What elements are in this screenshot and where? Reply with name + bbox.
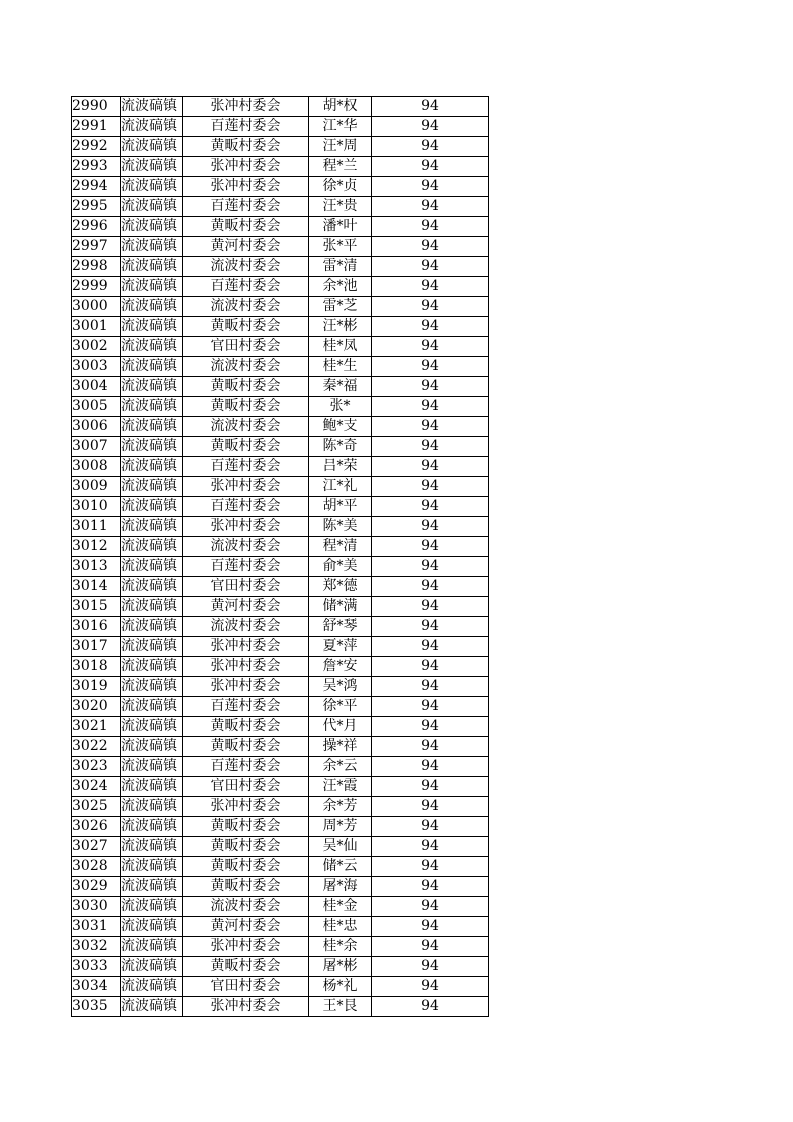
table-row	[72, 297, 489, 317]
table-row	[72, 177, 489, 197]
name-cell: 储*云	[309, 857, 372, 877]
score-cell: 94	[372, 157, 489, 177]
row-number-cell: 2994	[72, 177, 121, 197]
village-cell: 张冲村委会	[183, 677, 309, 697]
town-cell: 流波碻镇	[121, 157, 183, 177]
table-row	[72, 317, 489, 337]
score-cell: 94	[372, 437, 489, 457]
village-cell: 黄畈村委会	[183, 217, 309, 237]
score-cell: 94	[372, 557, 489, 577]
village-cell: 黄畈村委会	[183, 397, 309, 417]
name-cell: 汪*彬	[309, 317, 372, 337]
town-cell: 流波碻镇	[121, 897, 183, 917]
score-cell: 94	[372, 857, 489, 877]
town-cell: 流波碻镇	[121, 737, 183, 757]
row-number-cell: 3002	[72, 337, 121, 357]
score-cell: 94	[372, 777, 489, 797]
score-cell: 94	[372, 977, 489, 997]
score-cell: 94	[372, 237, 489, 257]
name-cell: 桂*忠	[309, 917, 372, 937]
score-cell: 94	[372, 917, 489, 937]
score-cell: 94	[372, 337, 489, 357]
row-number-cell: 3008	[72, 457, 121, 477]
table-row	[72, 417, 489, 437]
table-row	[72, 977, 489, 997]
score-cell: 94	[372, 497, 489, 517]
village-cell: 张冲村委会	[183, 637, 309, 657]
village-cell: 张冲村委会	[183, 177, 309, 197]
town-cell: 流波碻镇	[121, 757, 183, 777]
score-cell: 94	[372, 417, 489, 437]
table-row	[72, 997, 489, 1017]
village-cell: 黄畈村委会	[183, 857, 309, 877]
village-cell: 黄畈村委会	[183, 377, 309, 397]
row-number-cell: 3032	[72, 937, 121, 957]
name-cell: 桂*生	[309, 357, 372, 377]
name-cell: 操*祥	[309, 737, 372, 757]
score-cell: 94	[372, 477, 489, 497]
name-cell: 屠*海	[309, 877, 372, 897]
score-cell: 94	[372, 677, 489, 697]
name-cell: 秦*福	[309, 377, 372, 397]
village-cell: 黄畈村委会	[183, 737, 309, 757]
row-number-cell: 2996	[72, 217, 121, 237]
score-cell: 94	[372, 737, 489, 757]
town-cell: 流波碻镇	[121, 477, 183, 497]
name-cell: 徐*平	[309, 697, 372, 717]
town-cell: 流波碻镇	[121, 577, 183, 597]
name-cell: 潘*叶	[309, 217, 372, 237]
table-row	[72, 857, 489, 877]
name-cell: 余*池	[309, 277, 372, 297]
name-cell: 陈*美	[309, 517, 372, 537]
row-number-cell: 2992	[72, 137, 121, 157]
name-cell: 储*满	[309, 597, 372, 617]
table-row	[72, 457, 489, 477]
data-table	[71, 96, 489, 1017]
town-cell: 流波碻镇	[121, 557, 183, 577]
score-cell: 94	[372, 297, 489, 317]
score-cell: 94	[372, 957, 489, 977]
table-row	[72, 377, 489, 397]
town-cell: 流波碻镇	[121, 657, 183, 677]
table-row	[72, 937, 489, 957]
town-cell: 流波碻镇	[121, 677, 183, 697]
village-cell: 百莲村委会	[183, 197, 309, 217]
town-cell: 流波碻镇	[121, 437, 183, 457]
score-cell: 94	[372, 357, 489, 377]
village-cell: 张冲村委会	[183, 997, 309, 1017]
row-number-cell: 3021	[72, 717, 121, 737]
row-number-cell: 2991	[72, 117, 121, 137]
row-number-cell: 2993	[72, 157, 121, 177]
row-number-cell: 3001	[72, 317, 121, 337]
village-cell: 百莲村委会	[183, 697, 309, 717]
row-number-cell: 2998	[72, 257, 121, 277]
town-cell: 流波碻镇	[121, 877, 183, 897]
village-cell: 流波村委会	[183, 257, 309, 277]
score-cell: 94	[372, 277, 489, 297]
row-number-cell: 3009	[72, 477, 121, 497]
table-row	[72, 197, 489, 217]
score-cell: 94	[372, 877, 489, 897]
village-cell: 黄畈村委会	[183, 837, 309, 857]
score-cell: 94	[372, 617, 489, 637]
name-cell: 江*华	[309, 117, 372, 137]
row-number-cell: 3033	[72, 957, 121, 977]
name-cell: 余*芳	[309, 797, 372, 817]
row-number-cell: 3004	[72, 377, 121, 397]
village-cell: 黄畈村委会	[183, 317, 309, 337]
town-cell: 流波碻镇	[121, 117, 183, 137]
row-number-cell: 3028	[72, 857, 121, 877]
table-row	[72, 777, 489, 797]
village-cell: 流波村委会	[183, 617, 309, 637]
table-row	[72, 717, 489, 737]
town-cell: 流波碻镇	[121, 457, 183, 477]
town-cell: 流波碻镇	[121, 957, 183, 977]
name-cell: 詹*安	[309, 657, 372, 677]
score-cell: 94	[372, 637, 489, 657]
village-cell: 张冲村委会	[183, 797, 309, 817]
table-row	[72, 677, 489, 697]
village-cell: 流波村委会	[183, 897, 309, 917]
name-cell: 张*平	[309, 237, 372, 257]
village-cell: 官田村委会	[183, 777, 309, 797]
table-row	[72, 337, 489, 357]
row-number-cell: 3031	[72, 917, 121, 937]
row-number-cell: 3012	[72, 537, 121, 557]
table-row	[72, 117, 489, 137]
name-cell: 夏*萍	[309, 637, 372, 657]
town-cell: 流波碻镇	[121, 497, 183, 517]
village-cell: 流波村委会	[183, 417, 309, 437]
name-cell: 周*芳	[309, 817, 372, 837]
score-cell: 94	[372, 717, 489, 737]
town-cell: 流波碻镇	[121, 637, 183, 657]
table-row	[72, 597, 489, 617]
row-number-cell: 3018	[72, 657, 121, 677]
table-row	[72, 617, 489, 637]
row-number-cell: 3000	[72, 297, 121, 317]
town-cell: 流波碻镇	[121, 197, 183, 217]
name-cell: 吕*荣	[309, 457, 372, 477]
table-row	[72, 837, 489, 857]
table-row	[72, 437, 489, 457]
village-cell: 张冲村委会	[183, 517, 309, 537]
score-cell: 94	[372, 217, 489, 237]
score-cell: 94	[372, 457, 489, 477]
score-cell: 94	[372, 317, 489, 337]
village-cell: 黄畈村委会	[183, 717, 309, 737]
score-cell: 94	[372, 117, 489, 137]
score-cell: 94	[372, 197, 489, 217]
row-number-cell: 3013	[72, 557, 121, 577]
table-row	[72, 757, 489, 777]
name-cell: 俞*美	[309, 557, 372, 577]
town-cell: 流波碻镇	[121, 797, 183, 817]
table-row	[72, 357, 489, 377]
row-number-cell: 2990	[72, 97, 121, 117]
table-row	[72, 517, 489, 537]
village-cell: 百莲村委会	[183, 277, 309, 297]
table-row	[72, 97, 489, 117]
table-row	[72, 657, 489, 677]
village-cell: 百莲村委会	[183, 557, 309, 577]
town-cell: 流波碻镇	[121, 97, 183, 117]
table-row	[72, 557, 489, 577]
table-row	[72, 957, 489, 977]
row-number-cell: 3020	[72, 697, 121, 717]
village-cell: 官田村委会	[183, 977, 309, 997]
village-cell: 百莲村委会	[183, 457, 309, 477]
table-row	[72, 217, 489, 237]
row-number-cell: 3015	[72, 597, 121, 617]
town-cell: 流波碻镇	[121, 177, 183, 197]
name-cell: 桂*金	[309, 897, 372, 917]
table-row	[72, 257, 489, 277]
score-cell: 94	[372, 517, 489, 537]
score-cell: 94	[372, 177, 489, 197]
score-cell: 94	[372, 997, 489, 1017]
village-cell: 流波村委会	[183, 297, 309, 317]
name-cell: 张*	[309, 397, 372, 417]
table-row	[72, 577, 489, 597]
name-cell: 吴*鸿	[309, 677, 372, 697]
name-cell: 徐*贞	[309, 177, 372, 197]
row-number-cell: 3024	[72, 777, 121, 797]
name-cell: 桂*凤	[309, 337, 372, 357]
name-cell: 杨*礼	[309, 977, 372, 997]
table-row	[72, 277, 489, 297]
name-cell: 余*云	[309, 757, 372, 777]
table-row	[72, 917, 489, 937]
row-number-cell: 3029	[72, 877, 121, 897]
name-cell: 桂*余	[309, 937, 372, 957]
village-cell: 流波村委会	[183, 357, 309, 377]
score-cell: 94	[372, 597, 489, 617]
name-cell: 雷*芝	[309, 297, 372, 317]
name-cell: 雷*清	[309, 257, 372, 277]
name-cell: 胡*平	[309, 497, 372, 517]
row-number-cell: 3035	[72, 997, 121, 1017]
village-cell: 张冲村委会	[183, 157, 309, 177]
village-cell: 官田村委会	[183, 577, 309, 597]
village-cell: 黄畈村委会	[183, 137, 309, 157]
table-row	[72, 817, 489, 837]
score-cell: 94	[372, 577, 489, 597]
town-cell: 流波碻镇	[121, 997, 183, 1017]
row-number-cell: 3030	[72, 897, 121, 917]
town-cell: 流波碻镇	[121, 617, 183, 637]
name-cell: 汪*周	[309, 137, 372, 157]
score-cell: 94	[372, 257, 489, 277]
village-cell: 张冲村委会	[183, 477, 309, 497]
row-number-cell: 3014	[72, 577, 121, 597]
score-cell: 94	[372, 697, 489, 717]
row-number-cell: 3034	[72, 977, 121, 997]
town-cell: 流波碻镇	[121, 717, 183, 737]
village-cell: 黄畈村委会	[183, 437, 309, 457]
score-cell: 94	[372, 837, 489, 857]
row-number-cell: 2995	[72, 197, 121, 217]
village-cell: 百莲村委会	[183, 117, 309, 137]
town-cell: 流波碻镇	[121, 337, 183, 357]
row-number-cell: 3005	[72, 397, 121, 417]
table-row	[72, 697, 489, 717]
table-row	[72, 237, 489, 257]
village-cell: 黄河村委会	[183, 597, 309, 617]
table-row	[72, 797, 489, 817]
table-body	[72, 97, 489, 1017]
name-cell: 鲍*支	[309, 417, 372, 437]
village-cell: 张冲村委会	[183, 657, 309, 677]
name-cell: 代*月	[309, 717, 372, 737]
table-row	[72, 637, 489, 657]
name-cell: 汪*贵	[309, 197, 372, 217]
row-number-cell: 2997	[72, 237, 121, 257]
row-number-cell: 2999	[72, 277, 121, 297]
row-number-cell: 3010	[72, 497, 121, 517]
name-cell: 郑*德	[309, 577, 372, 597]
row-number-cell: 3025	[72, 797, 121, 817]
table-row	[72, 397, 489, 417]
town-cell: 流波碻镇	[121, 537, 183, 557]
town-cell: 流波碻镇	[121, 317, 183, 337]
row-number-cell: 3017	[72, 637, 121, 657]
town-cell: 流波碻镇	[121, 137, 183, 157]
town-cell: 流波碻镇	[121, 817, 183, 837]
row-number-cell: 3016	[72, 617, 121, 637]
score-cell: 94	[372, 97, 489, 117]
table-row	[72, 137, 489, 157]
village-cell: 黄河村委会	[183, 917, 309, 937]
row-number-cell: 3006	[72, 417, 121, 437]
town-cell: 流波碻镇	[121, 857, 183, 877]
town-cell: 流波碻镇	[121, 977, 183, 997]
town-cell: 流波碻镇	[121, 377, 183, 397]
table-row	[72, 157, 489, 177]
score-cell: 94	[372, 657, 489, 677]
score-cell: 94	[372, 397, 489, 417]
village-cell: 黄畈村委会	[183, 877, 309, 897]
score-cell: 94	[372, 897, 489, 917]
row-number-cell: 3022	[72, 737, 121, 757]
row-number-cell: 3023	[72, 757, 121, 777]
row-number-cell: 3026	[72, 817, 121, 837]
village-cell: 黄畈村委会	[183, 957, 309, 977]
village-cell: 官田村委会	[183, 337, 309, 357]
score-cell: 94	[372, 817, 489, 837]
table-row	[72, 477, 489, 497]
name-cell: 江*礼	[309, 477, 372, 497]
name-cell: 程*清	[309, 537, 372, 557]
town-cell: 流波碻镇	[121, 597, 183, 617]
town-cell: 流波碻镇	[121, 397, 183, 417]
name-cell: 程*兰	[309, 157, 372, 177]
village-cell: 百莲村委会	[183, 757, 309, 777]
town-cell: 流波碻镇	[121, 917, 183, 937]
table-row	[72, 497, 489, 517]
score-cell: 94	[372, 757, 489, 777]
score-cell: 94	[372, 137, 489, 157]
town-cell: 流波碻镇	[121, 697, 183, 717]
village-cell: 流波村委会	[183, 537, 309, 557]
town-cell: 流波碻镇	[121, 217, 183, 237]
name-cell: 王*艮	[309, 997, 372, 1017]
town-cell: 流波碻镇	[121, 237, 183, 257]
table-row	[72, 537, 489, 557]
name-cell: 屠*彬	[309, 957, 372, 977]
village-cell: 黄河村委会	[183, 237, 309, 257]
name-cell: 汪*霞	[309, 777, 372, 797]
table-row	[72, 877, 489, 897]
town-cell: 流波碻镇	[121, 937, 183, 957]
row-number-cell: 3011	[72, 517, 121, 537]
town-cell: 流波碻镇	[121, 777, 183, 797]
town-cell: 流波碻镇	[121, 837, 183, 857]
score-cell: 94	[372, 537, 489, 557]
score-cell: 94	[372, 377, 489, 397]
village-cell: 黄畈村委会	[183, 817, 309, 837]
name-cell: 舒*琴	[309, 617, 372, 637]
name-cell: 胡*权	[309, 97, 372, 117]
town-cell: 流波碻镇	[121, 277, 183, 297]
town-cell: 流波碻镇	[121, 517, 183, 537]
town-cell: 流波碻镇	[121, 297, 183, 317]
name-cell: 吴*仙	[309, 837, 372, 857]
town-cell: 流波碻镇	[121, 357, 183, 377]
score-cell: 94	[372, 937, 489, 957]
row-number-cell: 3007	[72, 437, 121, 457]
town-cell: 流波碻镇	[121, 417, 183, 437]
village-cell: 百莲村委会	[183, 497, 309, 517]
table-row	[72, 737, 489, 757]
town-cell: 流波碻镇	[121, 257, 183, 277]
score-cell: 94	[372, 797, 489, 817]
name-cell: 陈*奇	[309, 437, 372, 457]
village-cell: 张冲村委会	[183, 937, 309, 957]
row-number-cell: 3003	[72, 357, 121, 377]
village-cell: 张冲村委会	[183, 97, 309, 117]
row-number-cell: 3019	[72, 677, 121, 697]
row-number-cell: 3027	[72, 837, 121, 857]
table-row	[72, 897, 489, 917]
